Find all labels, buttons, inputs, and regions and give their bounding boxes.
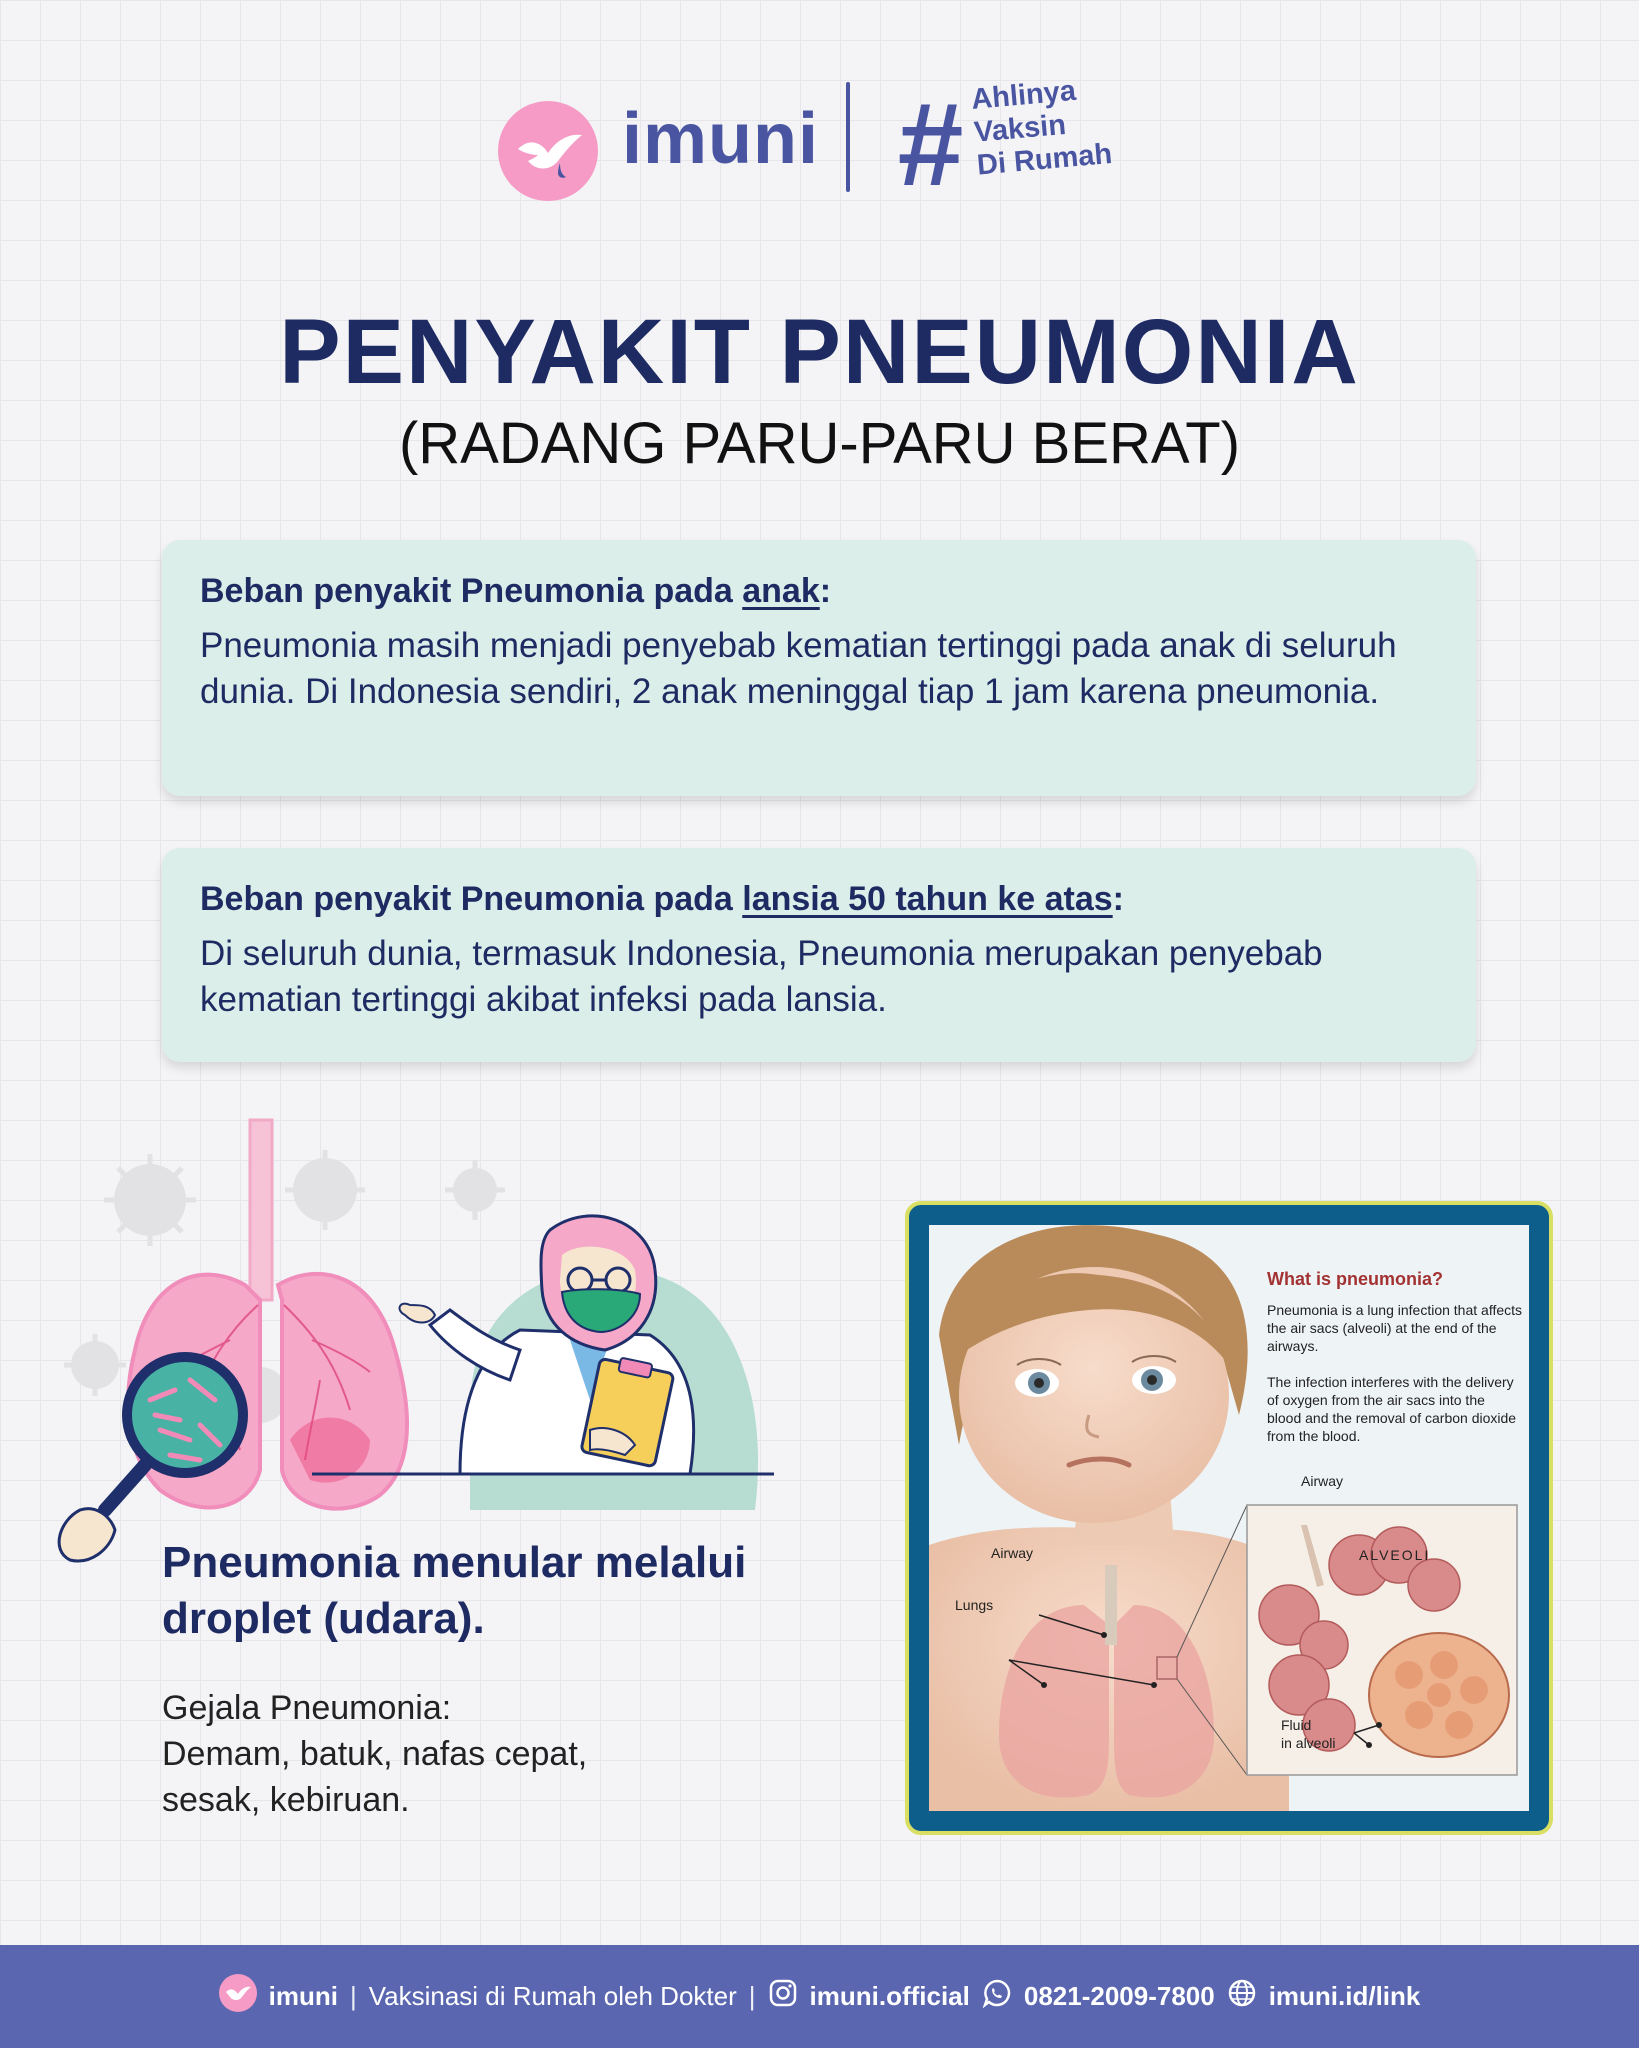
footer-whatsapp[interactable]: 0821-2009-7800: [1023, 1981, 1215, 2011]
card-body: Di seluruh dunia, termasuk Indonesia, Pneumonia merupakan penyebab kematian tertinggi akibat infeksi pada lansia.: [200, 934, 1323, 1019]
footer-website[interactable]: imuni.id/link: [1268, 1981, 1421, 2011]
symptoms-label: Gejala Pneumonia:: [162, 1689, 452, 1727]
doctor-lungs-illustration: [50, 1110, 790, 1570]
info-card-children: [162, 540, 1476, 796]
hashtag-symbol: #: [896, 79, 962, 211]
medical-image-frame: [905, 1201, 1553, 1835]
page-subtitle: (RADANG PARU-PARU BERAT): [398, 411, 1241, 476]
label-alveoli: ALVEOLI: [1359, 1547, 1431, 1563]
footer-service: Vaksinasi di Rumah oleh Dokter: [368, 1981, 737, 2011]
card-body: Pneumonia masih menjadi penyebab kematian tertinggi pada anak di seluruh dunia. Di Indonesia sendiri, 2 anak meninggal tiap 1 jam karena pneumonia.: [200, 626, 1397, 711]
medical-illustration: [929, 1225, 1529, 1811]
symptoms-line: sesak, kebiruan.: [162, 1781, 410, 1819]
globe-icon: [1227, 1978, 1257, 2015]
footer: [0, 1945, 1639, 2048]
label-airway-inset: Airway: [1301, 1473, 1344, 1489]
transmission-heading: Pneumonia menular melalui droplet (udara).: [162, 1538, 747, 1643]
tagline: [970, 72, 1113, 182]
card-heading: Beban penyakit Pneumonia pada anak:: [200, 572, 832, 610]
label-fluid: in alveoli: [1281, 1735, 1336, 1751]
footer-instagram[interactable]: imuni.official: [809, 1981, 970, 2011]
symptoms-block: [162, 1685, 587, 1823]
info-paragraph: The infection interferes with the delivery of oxygen from the air sacs into the blood and the removal of carbon dioxide from the blood.: [1267, 1374, 1517, 1444]
label-lungs: Lungs: [955, 1597, 994, 1613]
label-airway: Airway: [991, 1545, 1034, 1561]
footer-brand: imuni: [268, 1981, 338, 2011]
footer-separator: |: [748, 1981, 756, 2011]
page-title: PENYAKIT PNEUMONIA: [279, 301, 1360, 403]
instagram-icon: [768, 1978, 798, 2015]
card-heading-emphasis: anak: [742, 572, 820, 610]
brand-logo-icon: [498, 101, 598, 201]
header-divider: [846, 82, 850, 192]
tagline-line: Ahlinya: [970, 74, 1078, 116]
info-card-elderly: [162, 848, 1476, 1062]
tagline-line: Vaksin: [972, 108, 1068, 149]
info-paragraph: Pneumonia is a lung infection that affects the air sacs (alveoli) at the end of the airways.: [1267, 1302, 1523, 1354]
footer-separator: |: [349, 1981, 357, 2011]
card-heading: Beban penyakit Pneumonia pada lansia 50 tahun ke atas:: [200, 880, 1124, 918]
symptoms-line: Demam, batuk, nafas cepat,: [162, 1735, 588, 1773]
info-title: What is pneumonia?: [1267, 1269, 1444, 1289]
brand-name: imuni: [622, 99, 819, 179]
brand-logo-icon: [219, 1974, 257, 2019]
label-fluid: Fluid: [1281, 1717, 1312, 1733]
card-heading-emphasis: lansia 50 tahun ke atas: [742, 880, 1113, 918]
tagline-line: Di Rumah: [975, 137, 1114, 182]
whatsapp-icon: [982, 1978, 1012, 2015]
